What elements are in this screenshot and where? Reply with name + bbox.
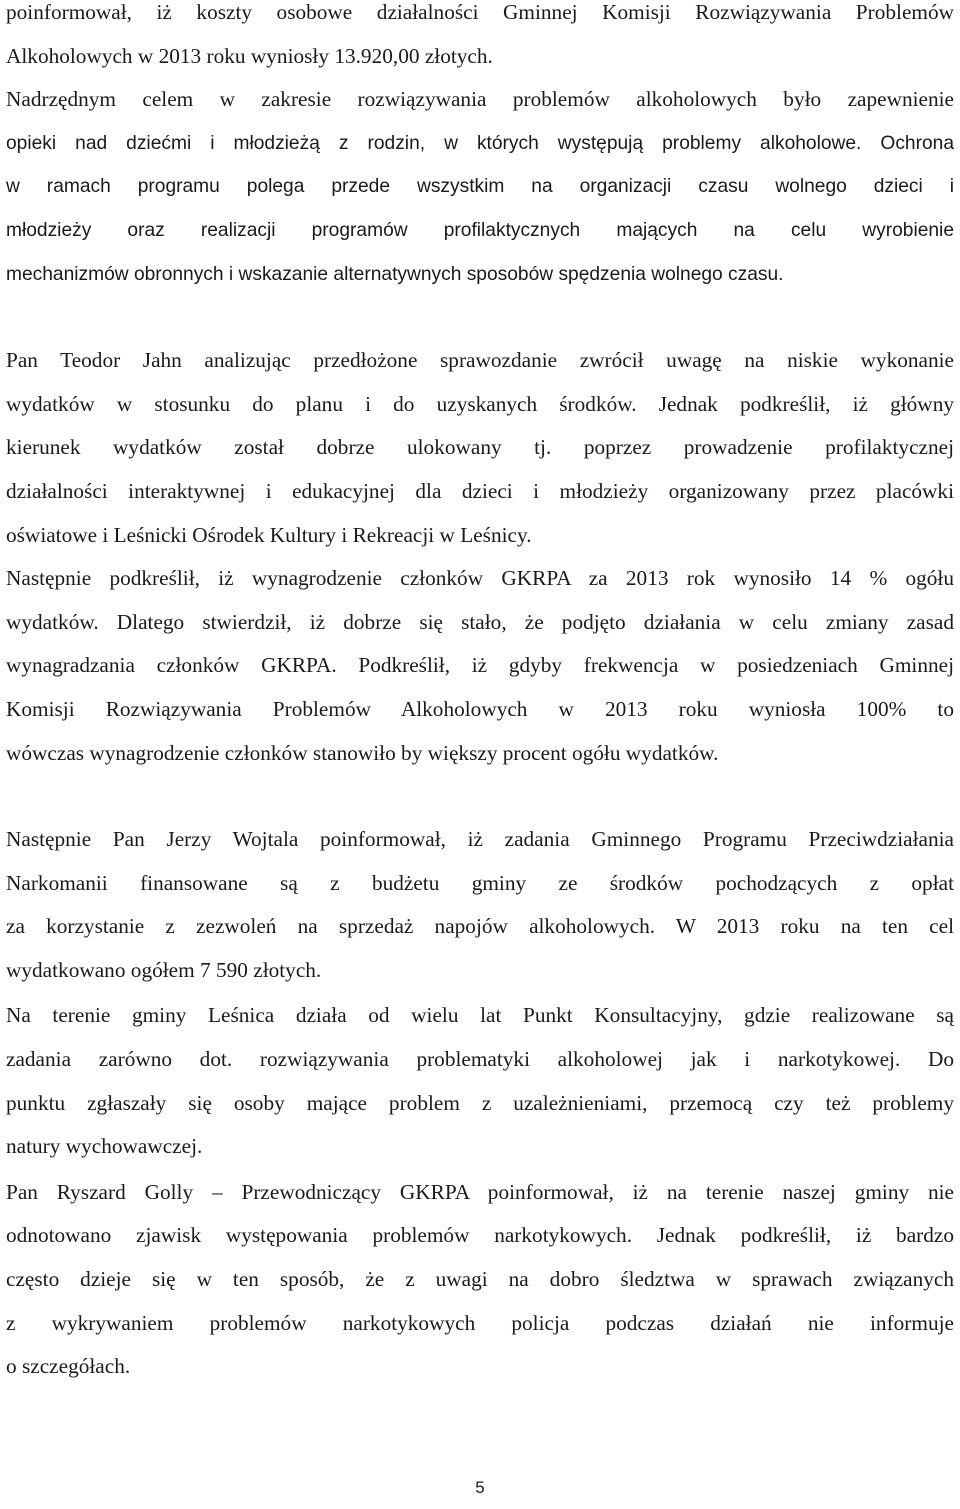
text-line: Na terenie gminy Leśnica działa od wielu lat Punkt Konsultacyjny, gdzie realizowane są (6, 1003, 954, 1028)
text-line: Pan Ryszard Golly – Przewodniczący GKRPA poinformował, iż na terenie naszej gminy nie (6, 1179, 954, 1204)
paragraph-spacer (6, 775, 954, 818)
text-line: wynagradzania członków GKRPA. Podkreślił, iż gdyby frekwencja w posiedzeniach Gminnej (6, 653, 954, 678)
text-line: działalności interaktywnej i edukacyjnej dla dzieci i młodzieży organizowany przez placówki (6, 478, 954, 503)
text-column (6, 0, 954, 1389)
text-line: Następnie Pan Jerzy Wojtala poinformował, iż zadania Gminnego Programu Przeciwdziałania (6, 827, 954, 852)
text-line: poinformował, iż koszty osobowe działalności Gminnej Komisji Rozwiązywania Problemów (6, 0, 954, 24)
text-line: oświatowe i Leśnicki Ośrodek Kultury i Rekreacji w Leśnicy. (6, 522, 532, 547)
text-line: młodzieży oraz realizacji programów profilaktycznych mających na celu wyrobienie (6, 219, 954, 241)
text-line: Pan Teodor Jahn analizując przedłożone sprawozdanie zwrócił uwagę na niskie wykonanie (6, 348, 954, 373)
text-line: Alkoholowych w 2013 roku wyniosły 13.920,00 złotych. (6, 43, 493, 68)
paragraph-jerzy-wojtala (6, 818, 954, 992)
text-line: wówczas wynagrodzenie członków stanowiło by większy procent ogółu wydatków. (6, 740, 719, 765)
text-line: Następnie podkreślił, iż wynagrodzenie członków GKRPA za 2013 rok wynosiło 14 % ogółu (6, 566, 954, 591)
text-line: mechanizmów obronnych i wskazanie alternatywnych sposobów spędzenia wolnego czasu. (6, 263, 784, 285)
paragraph-consultation-point (6, 994, 954, 1168)
text-line: w ramach programu polega przede wszystkim na organizacji czasu wolnego dzieci i (6, 176, 954, 198)
text-line: zadania zarówno dot. rozwiązywania problematyki alkoholowej jak i narkotykowej. Do (6, 1047, 954, 1072)
text-line: opieki nad dziećmi i młodzieżą z rodzin, w których występują problemy alkoholowe. Ochrona (6, 132, 954, 154)
text-line: z wykrywaniem problemów narkotykowych policja podczas działań nie informuje (6, 1310, 954, 1335)
text-line: wydatków w stosunku do planu i do uzyskanych środków. Jednak podkreślił, iż główny (6, 391, 954, 416)
text-line: często dzieje się w ten sposób, że z uwagi na dobro śledztwa w sprawach związanych (6, 1267, 954, 1292)
text-line: Narkomanii finansowane są z budżetu gminy ze środków pochodzących z opłat (6, 870, 954, 895)
paragraph-ryszard-golly (6, 1171, 954, 1389)
text-line: punktu zgłaszały się osoby mające problem z uzależnieniami, przemocą czy też problemy (6, 1090, 954, 1115)
text-line: wydatków. Dlatego stwierdził, iż dobrze się stało, że podjęto działania w celu zmiany zasad (6, 609, 954, 634)
text-line: wydatkowano ogółem 7 590 złotych. (6, 957, 322, 982)
paragraph-cost-summary (6, 0, 954, 78)
paragraph-program-goal (6, 78, 954, 296)
text-line: kierunek wydatków został dobrze ulokowany tj. poprzez prowadzenie profilaktycznej (6, 435, 954, 460)
paragraph-spacer (6, 296, 954, 339)
text-line: Nadrzędnym celem w zakresie rozwiązywania problemów alkoholowych było zapewnienie (6, 87, 954, 112)
page-number: 5 (475, 1478, 485, 1497)
text-line: o szczegółach. (6, 1354, 131, 1379)
text-line: za korzystanie z zezwoleń na sprzedaż napojów alkoholowych. W 2013 roku na ten cel (6, 914, 954, 939)
text-line: natury wychowawczej. (6, 1134, 203, 1159)
paragraph-teodor-jahn (6, 339, 954, 775)
text-line: odnotowano zjawisk występowania problemów narkotykowych. Jednak podkreślił, iż bardzo (6, 1223, 954, 1248)
text-line: Komisji Rozwiązywania Problemów Alkoholowych w 2013 roku wyniosła 100% to (6, 696, 954, 721)
